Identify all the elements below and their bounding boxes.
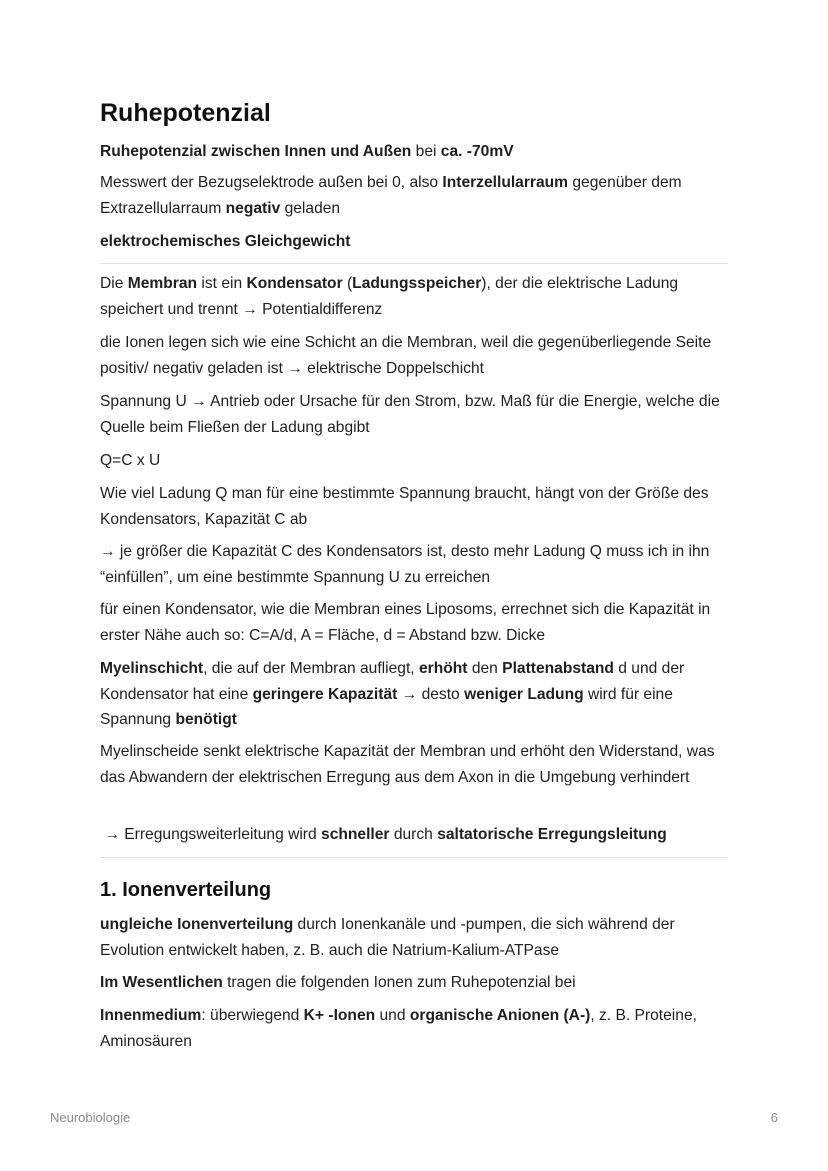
bold-text: Ruhepotenzial zwischen Innen und Außen <box>100 143 412 160</box>
paragraph <box>100 1003 728 1054</box>
page-number: 6 <box>770 1110 778 1125</box>
bold-text: Interzellularraum <box>442 174 569 191</box>
bold-text: Kondensator <box>246 275 343 292</box>
text: , die auf der Membran aufliegt, <box>203 660 419 677</box>
bold-text: ungleiche Ionenverteilung <box>100 916 294 933</box>
text: gegenüber dem Extrazellularraum <box>100 174 682 217</box>
bold-text: erhöht <box>418 660 468 677</box>
divider <box>100 263 728 264</box>
text: die Ionen legen sich wie eine Schicht an die Membran, weil die gegenüberliegende Seite positiv/ negativ geladen ist → elektrische Doppelschicht <box>100 334 712 377</box>
bold-text: elektrochemisches Gleichgewicht <box>100 233 351 250</box>
divider <box>100 857 728 858</box>
paragraph <box>100 229 728 255</box>
section-heading: 1. Ionenverteilung <box>100 879 272 901</box>
bold-text: Innenmedium <box>100 1007 202 1024</box>
formula <box>100 448 728 474</box>
paragraph <box>100 389 728 440</box>
bold-text: Plattenabstand <box>502 660 614 677</box>
bold-text: Im Wesentlichen <box>100 974 223 991</box>
bold-text: benötigt <box>175 711 237 728</box>
bold-text: Ladungsspeicher <box>352 275 482 292</box>
paragraph <box>100 656 728 733</box>
text: ( <box>342 275 353 292</box>
text: → Erregungsweiterleitung wird <box>100 826 322 843</box>
footer-left-label: Neurobiologie <box>50 1110 131 1125</box>
text: Die <box>100 275 128 292</box>
bold-text: Myelinschicht <box>100 660 204 677</box>
paragraph <box>100 822 728 848</box>
text: ist ein <box>197 275 247 292</box>
text: Messwert der Bezugselektrode außen bei 0, also <box>100 174 443 191</box>
bold-text: K+ -Ionen <box>303 1007 376 1024</box>
paragraph <box>100 739 728 790</box>
page-title: Ruhepotenzial <box>100 99 271 127</box>
paragraph <box>100 139 728 165</box>
text: , z. B. Proteine, Aminosäuren <box>100 1007 697 1050</box>
paragraph <box>100 481 728 532</box>
bold-text: negativ <box>225 199 281 217</box>
text: → desto <box>397 685 465 703</box>
paragraph <box>100 539 728 590</box>
text: geladen <box>280 199 341 217</box>
bold-text: schneller <box>321 826 390 843</box>
bold-text: organische Anionen (A-) <box>409 1007 591 1024</box>
paragraph <box>100 271 728 322</box>
paragraph <box>100 970 728 996</box>
text: Wie viel Ladung Q man für eine bestimmte Spannung braucht, hängt von der Größe des Kondensators, Kapazität C ab <box>100 485 709 528</box>
text: wird für eine Spannung <box>100 685 673 728</box>
text: bei <box>411 143 441 160</box>
paragraph <box>100 597 728 648</box>
text: und <box>375 1007 410 1024</box>
bold-text: saltatorische Erregungsleitung <box>437 826 667 843</box>
bold-text: weniger Ladung <box>464 685 584 703</box>
bold-text: ca. -70mV <box>440 143 514 160</box>
paragraph <box>100 170 728 221</box>
bold-text: geringere Kapazität <box>252 685 398 703</box>
text: tragen die folgenden Ionen zum Ruhepotenzial bei <box>222 974 576 991</box>
text: durch Ionenkanäle und -pumpen, die sich während der Evolution entwickelt haben, z. B. auch die Natrium-Kalium-ATPase <box>100 916 675 959</box>
text: Q=C x U <box>100 452 161 469</box>
text: für einen Kondensator, wie die Membran eines Liposoms, errechnet sich die Kapazität in erster Nähe auch so: C=A/d, A = Fläche, d = Abstand bzw. Dicke <box>100 601 711 644</box>
paragraph <box>100 912 728 963</box>
text: durch <box>389 826 438 843</box>
section-heading-block <box>100 879 728 902</box>
bold-text: Membran <box>127 275 198 292</box>
paragraph <box>100 330 728 381</box>
text: : überwiegend <box>201 1007 304 1024</box>
text: Myelinscheide senkt elektrische Kapazität der Membran und erhöht den Widerstand, was das Abwandern der elektrischen Erregung aus dem Axon in die Umgebung verhindert <box>100 743 715 786</box>
text: Spannung U → Antrieb oder Ursache für den Strom, bzw. Maß für die Energie, welche die Quelle beim Fließen der Ladung abgibt <box>100 393 720 436</box>
text: den <box>467 660 503 677</box>
text: d und der Kondensator hat eine <box>100 660 685 703</box>
text: ), der die elektrische Ladung speichert und trennt → Potentialdifferenz <box>100 275 679 318</box>
text: → je größer die Kapazität C des Kondensators ist, desto mehr Ladung Q muss ich in ihn “einfüllen”, um eine bestimmte Spannung U zu erreichen <box>100 543 710 586</box>
